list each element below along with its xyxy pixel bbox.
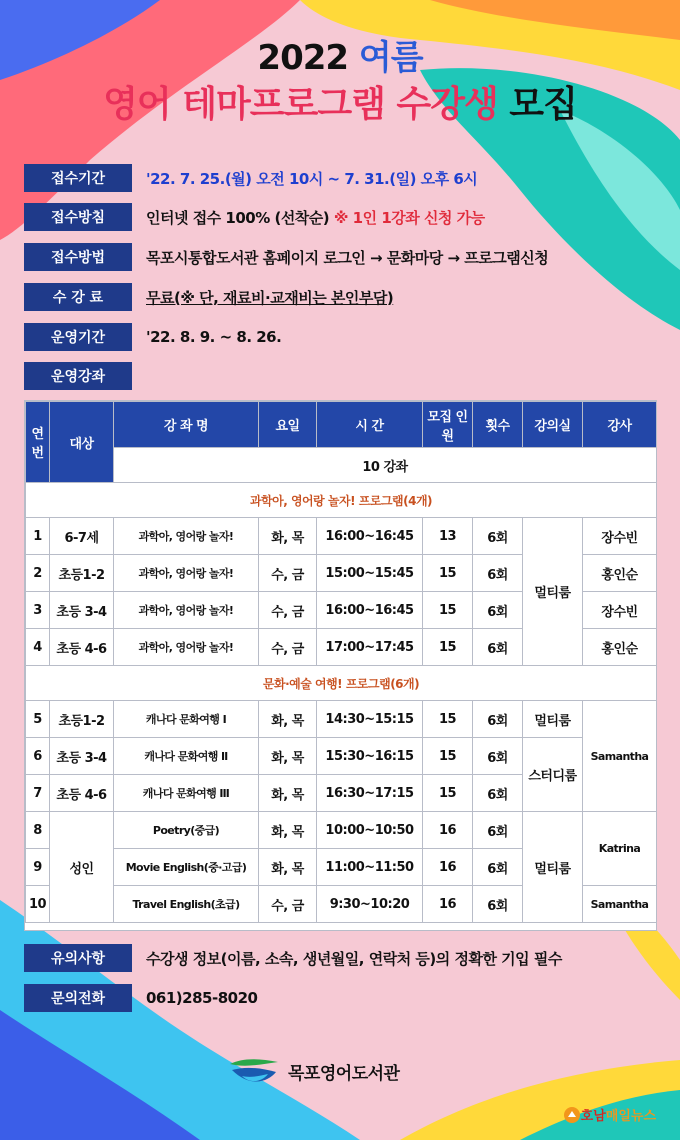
cell-target: 초등 4-6 (50, 775, 114, 812)
cell-count: 6회 (473, 886, 523, 923)
cell-name: Travel English(초급) (114, 886, 259, 923)
library-name: 목포영어도서관 (288, 1063, 400, 1084)
cell-day: 화, 목 (259, 775, 317, 812)
cell-cap: 15 (423, 738, 473, 775)
cell-time: 10:00~10:50 (317, 812, 423, 849)
cell-no: 2 (26, 555, 50, 592)
header-no: 연번 (26, 402, 50, 483)
news-name-b: 매일뉴스 (605, 1109, 656, 1124)
cell-room: 멀티룸 (523, 518, 583, 666)
cell-time: 17:00~17:45 (317, 629, 423, 666)
cell-no: 5 (26, 701, 50, 738)
section-culture: 문화·예술 여행! 프로그램(6개) (26, 666, 657, 701)
cell-teacher: Samantha (583, 701, 657, 812)
cell-cap: 13 (423, 518, 473, 555)
cell-no: 8 (26, 812, 50, 849)
cell-teacher: Samantha (583, 886, 657, 923)
cell-name: 과학아, 영어랑 놀자! (114, 592, 259, 629)
cell-count: 6회 (473, 629, 523, 666)
cell-day: 수, 금 (259, 629, 317, 666)
policy-note: ※ 1인 1강좌 신청 가능 (333, 208, 485, 227)
cell-room: 스터디룸 (523, 738, 583, 812)
cell-count: 6회 (473, 849, 523, 886)
table-row (26, 701, 657, 738)
cell-teacher: 홍인순 (583, 555, 657, 592)
total-courses: 10 강좌 (114, 448, 657, 483)
info-label: 운영기간 (24, 323, 132, 351)
library-logo (228, 1054, 399, 1088)
cell-cap: 15 (423, 701, 473, 738)
cell-time: 15:00~15:45 (317, 555, 423, 592)
table-row (26, 812, 657, 849)
notes-value: 061)285-8020 (146, 989, 258, 1007)
cell-teacher: Katrina (583, 812, 657, 886)
info-label: 접수기간 (24, 164, 132, 192)
library-logo-icon (228, 1054, 280, 1088)
cell-day: 수, 금 (259, 555, 317, 592)
cell-day: 화, 목 (259, 518, 317, 555)
cell-target: 초등 3-4 (50, 738, 114, 775)
cell-day: 화, 목 (259, 738, 317, 775)
cell-no: 9 (26, 849, 50, 886)
cell-day: 수, 금 (259, 886, 317, 923)
cell-time: 16:00~16:45 (317, 592, 423, 629)
info-value: '22. 8. 9. ~ 8. 26. (146, 328, 282, 346)
cell-teacher: 장수빈 (583, 518, 657, 555)
cell-target: 초등1-2 (50, 555, 114, 592)
course-table (24, 400, 657, 931)
cell-cap: 16 (423, 886, 473, 923)
news-logo-icon (563, 1106, 581, 1124)
cell-time: 11:00~11:50 (317, 849, 423, 886)
cell-name: Movie English(중·고급) (114, 849, 259, 886)
info-row-fee (24, 283, 393, 311)
header-target: 대상 (50, 402, 114, 483)
header-day: 요일 (259, 402, 317, 448)
info-value (146, 207, 485, 228)
info-row-operation (24, 323, 281, 351)
cell-no: 6 (26, 738, 50, 775)
info-label: 접수방법 (24, 243, 132, 271)
info-value: 목포시통합도서관 홈페이지 로그인 → 문화마당 → 프로그램신청 (146, 248, 549, 267)
cell-day: 화, 목 (259, 849, 317, 886)
title-line-1 (0, 30, 680, 79)
notes-row-contact (24, 984, 257, 1012)
cell-teacher: 홍인순 (583, 629, 657, 666)
cell-target: 6-7세 (50, 518, 114, 555)
title-end: 모집 (509, 84, 577, 125)
title-season: 여름 (358, 38, 423, 78)
cell-count: 6회 (473, 592, 523, 629)
cell-no: 3 (26, 592, 50, 629)
cell-no: 4 (26, 629, 50, 666)
cell-count: 6회 (473, 775, 523, 812)
section-science: 과학아, 영어랑 놀자! 프로그램(4개) (26, 483, 657, 518)
cell-cap: 15 (423, 629, 473, 666)
info-value: 무료(※ 단, 재료비·교재비는 본인부담) (146, 288, 394, 307)
table-row (26, 738, 657, 775)
cell-day: 화, 목 (259, 701, 317, 738)
header-time: 시 간 (317, 402, 423, 448)
info-value: '22. 7. 25.(월) 오전 10시 ~ 7. 31.(일) 오후 6시 (146, 169, 478, 188)
cell-count: 6회 (473, 555, 523, 592)
info-label: 접수방침 (24, 203, 132, 231)
title-year: 2022 (257, 38, 349, 78)
cell-name: 과학아, 영어랑 놀자! (114, 629, 259, 666)
info-row-period (24, 164, 477, 192)
cell-cap: 15 (423, 592, 473, 629)
info-row-policy (24, 203, 485, 231)
info-label: 운영강좌 (24, 362, 132, 390)
header-name: 강 좌 명 (114, 402, 259, 448)
news-watermark (563, 1105, 656, 1124)
cell-no: 10 (26, 886, 50, 923)
cell-time: 15:30~16:15 (317, 738, 423, 775)
info-row-method (24, 243, 548, 271)
cell-count: 6회 (473, 701, 523, 738)
cell-room: 멀티룸 (523, 701, 583, 738)
cell-no: 7 (26, 775, 50, 812)
cell-teacher: 장수빈 (583, 592, 657, 629)
info-row-courses (24, 362, 132, 390)
policy-text: 인터넷 접수 100% (선착순) (146, 208, 330, 227)
cell-cap: 15 (423, 555, 473, 592)
header-teacher: 강사 (583, 402, 657, 448)
cell-time: 14:30~15:15 (317, 701, 423, 738)
cell-count: 6회 (473, 812, 523, 849)
cell-time: 16:30~17:15 (317, 775, 423, 812)
cell-name: 캐나다 문화여행 Ⅰ (114, 701, 259, 738)
info-label: 수 강 료 (24, 283, 132, 311)
cell-name: 과학아, 영어랑 놀자! (114, 555, 259, 592)
cell-target: 초등 4-6 (50, 629, 114, 666)
cell-count: 6회 (473, 738, 523, 775)
cell-name: 캐나다 문화여행 Ⅲ (114, 775, 259, 812)
cell-cap: 16 (423, 849, 473, 886)
cell-cap: 16 (423, 812, 473, 849)
header-room: 강의실 (523, 402, 583, 448)
cell-count: 6회 (473, 518, 523, 555)
cell-name: Poetry(중급) (114, 812, 259, 849)
cell-time: 9:30~10:20 (317, 886, 423, 923)
table-row (26, 518, 657, 555)
cell-room: 멀티룸 (523, 812, 583, 923)
cell-target: 초등1-2 (50, 701, 114, 738)
title-line-2 (0, 76, 680, 127)
cell-target: 초등 3-4 (50, 592, 114, 629)
notes-row-caution (24, 944, 562, 972)
cell-day: 수, 금 (259, 592, 317, 629)
cell-target: 성인 (50, 812, 114, 923)
title-main: 영어 테마프로그램 수강생 (103, 84, 498, 125)
cell-day: 화, 목 (259, 812, 317, 849)
header-capacity: 모집 인원 (423, 402, 473, 448)
cell-time: 16:00~16:45 (317, 518, 423, 555)
news-name-a: 호남 (580, 1109, 606, 1124)
header-count: 횟수 (473, 402, 523, 448)
cell-name: 과학아, 영어랑 놀자! (114, 518, 259, 555)
notes-label: 문의전화 (24, 984, 132, 1012)
notes-value: 수강생 정보(이름, 소속, 생년월일, 연락처 등)의 정확한 기입 필수 (146, 949, 562, 968)
cell-no: 1 (26, 518, 50, 555)
cell-cap: 15 (423, 775, 473, 812)
cell-name: 캐나다 문화여행 Ⅱ (114, 738, 259, 775)
notes-label: 유의사항 (24, 944, 132, 972)
